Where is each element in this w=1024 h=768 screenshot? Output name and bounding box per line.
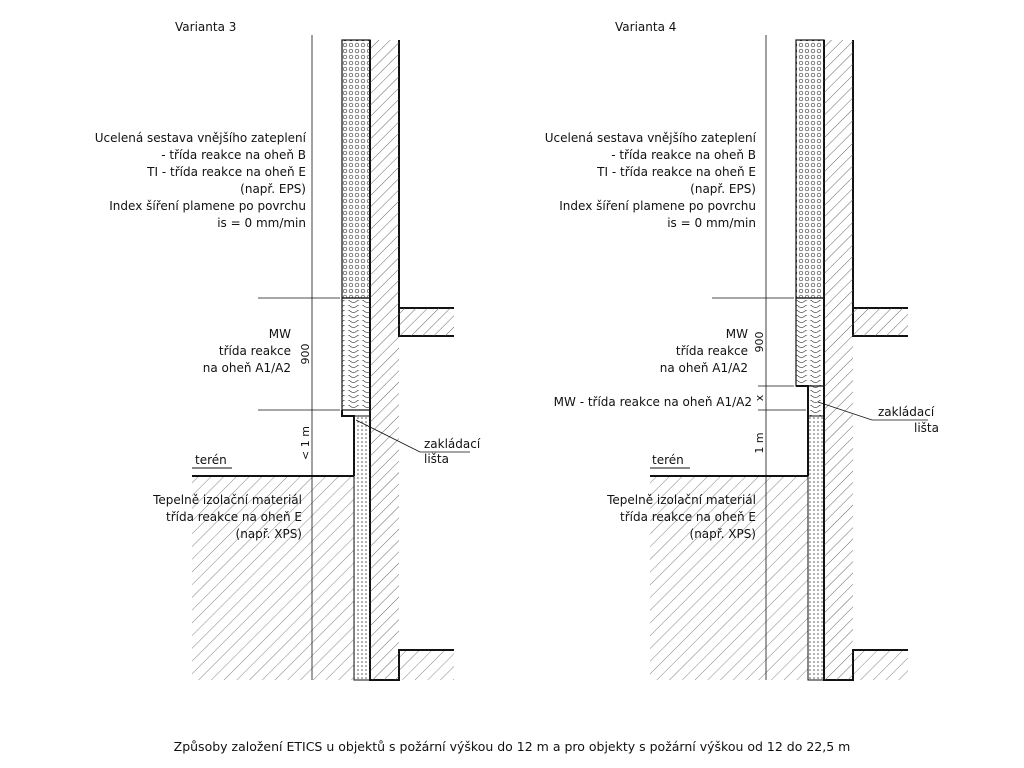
etics-line: TI - třída reakce na oheň E [597, 165, 756, 179]
soil-hatch-inner [399, 650, 454, 680]
xps-line: (např. XPS) [235, 527, 302, 541]
mw-insulation [342, 298, 370, 410]
etics-line: Index šíření plamene po povrchu [109, 199, 306, 213]
terrain-label: terén [195, 453, 227, 467]
xps-line: třída reakce na oheň E [619, 510, 756, 524]
etics-line: - třída reakce na oheň B [611, 148, 756, 162]
etics-line: TI - třída reakce na oheň E [147, 165, 306, 179]
base-profile-label: lišta [424, 452, 449, 466]
dimension-1m: 1 m [753, 432, 766, 454]
mw-strip-label: MW - třída reakce na oheň A1/A2 [553, 395, 752, 409]
etics-line: Ucelená sestava vnějšího zateplení [544, 131, 756, 145]
etics-line: - třída reakce na oheň B [161, 148, 306, 162]
variant-title: Varianta 4 [615, 20, 677, 34]
slab-hatch [399, 308, 454, 336]
mw-line: MW [268, 327, 291, 341]
wall-hatch [824, 40, 853, 680]
mw-line: třída reakce [675, 344, 748, 358]
etics-line: Ucelená sestava vnějšího zateplení [94, 131, 306, 145]
etics-line: is = 0 mm/min [217, 216, 306, 230]
xps-insulation [354, 416, 370, 680]
mw-line: na oheň A1/A2 [659, 361, 748, 375]
figure-caption: Způsoby založení ETICS u objektů s požární výškou do 12 m a pro objekty s požární výškou od 12 do 22,5 m [173, 739, 851, 754]
soil-hatch-inner [853, 650, 908, 680]
xps-line: Tepelně izolační materiál [607, 493, 756, 507]
xps-line: třída reakce na oheň E [165, 510, 302, 524]
variant-3-labels [95, 20, 481, 541]
dimension-1m: < 1 m [299, 426, 312, 460]
eps-insulation [796, 40, 824, 298]
xps-line: (např. XPS) [689, 527, 756, 541]
variant-title: Varianta 3 [175, 20, 237, 34]
etics-line: (např. EPS) [240, 182, 306, 196]
mw-line: třída reakce [218, 344, 291, 358]
dimension-x: x [753, 394, 766, 402]
eps-insulation [342, 40, 370, 298]
xps-insulation [808, 416, 824, 680]
mw-insulation [796, 298, 824, 386]
mw-line: na oheň A1/A2 [202, 361, 291, 375]
base-profile-label: zakládací [878, 405, 935, 419]
etics-line: is = 0 mm/min [667, 216, 756, 230]
base-profile [342, 410, 354, 476]
slab-hatch [853, 308, 908, 336]
variant-4-labels [545, 20, 939, 541]
etics-line: (např. EPS) [690, 182, 756, 196]
base-profile-label: lišta [914, 421, 939, 435]
base-profile-label: zakládací [424, 437, 481, 451]
xps-line: Tepelně izolační materiál [153, 493, 302, 507]
dimension-900: 900 [753, 331, 766, 353]
mw-line: MW [725, 327, 748, 341]
dimension-900: 900 [299, 343, 312, 365]
mw-strip [808, 386, 824, 416]
etics-line: Index šíření plamene po povrchu [559, 199, 756, 213]
wall-hatch [370, 40, 399, 680]
terrain-label: terén [652, 453, 684, 467]
base-profile [796, 386, 808, 476]
